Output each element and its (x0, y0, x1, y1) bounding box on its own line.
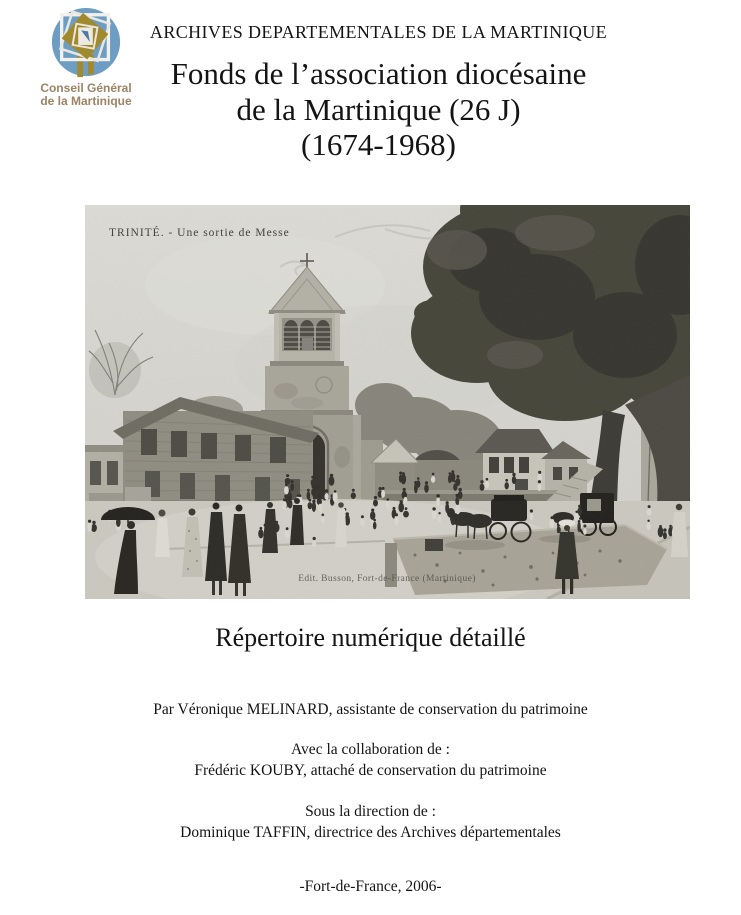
document-title (16, 56, 741, 163)
organization-name: ARCHIVES DEPARTEMENTALES DE LA MARTINIQUE (149, 22, 608, 42)
director-line: Dominique TAFFIN, directrice des Archives départementales (180, 824, 561, 841)
postcard-illustration (85, 205, 690, 599)
author-credit: Par Véronique MELINARD, assistante de conservation du patrimoine (153, 701, 588, 718)
cover-photograph (85, 205, 690, 599)
imprint-line: -Fort-de-France, 2006- (299, 878, 442, 895)
collaborator-line: Frédéric KOUBY, attaché de conservation du patrimoine (194, 762, 547, 779)
logo-caption-line2: de la Martinique (40, 94, 132, 108)
direction-credit (0, 801, 741, 843)
collaboration-credit (0, 739, 741, 781)
photo-grain-overlay (85, 205, 690, 599)
logo-caption-line1: Conseil Général (40, 81, 132, 95)
title-line-2: de la Martinique (26 J) (236, 91, 521, 127)
collaboration-intro: Avec la collaboration de : (291, 741, 450, 758)
title-line-1: Fonds de l’association diocésaine (170, 56, 587, 91)
finding-aid-subtitle: Répertoire numérique détaillé (215, 623, 526, 652)
direction-intro: Sous la direction de : (305, 803, 436, 820)
title-line-3: (1674-1968) (301, 127, 456, 162)
